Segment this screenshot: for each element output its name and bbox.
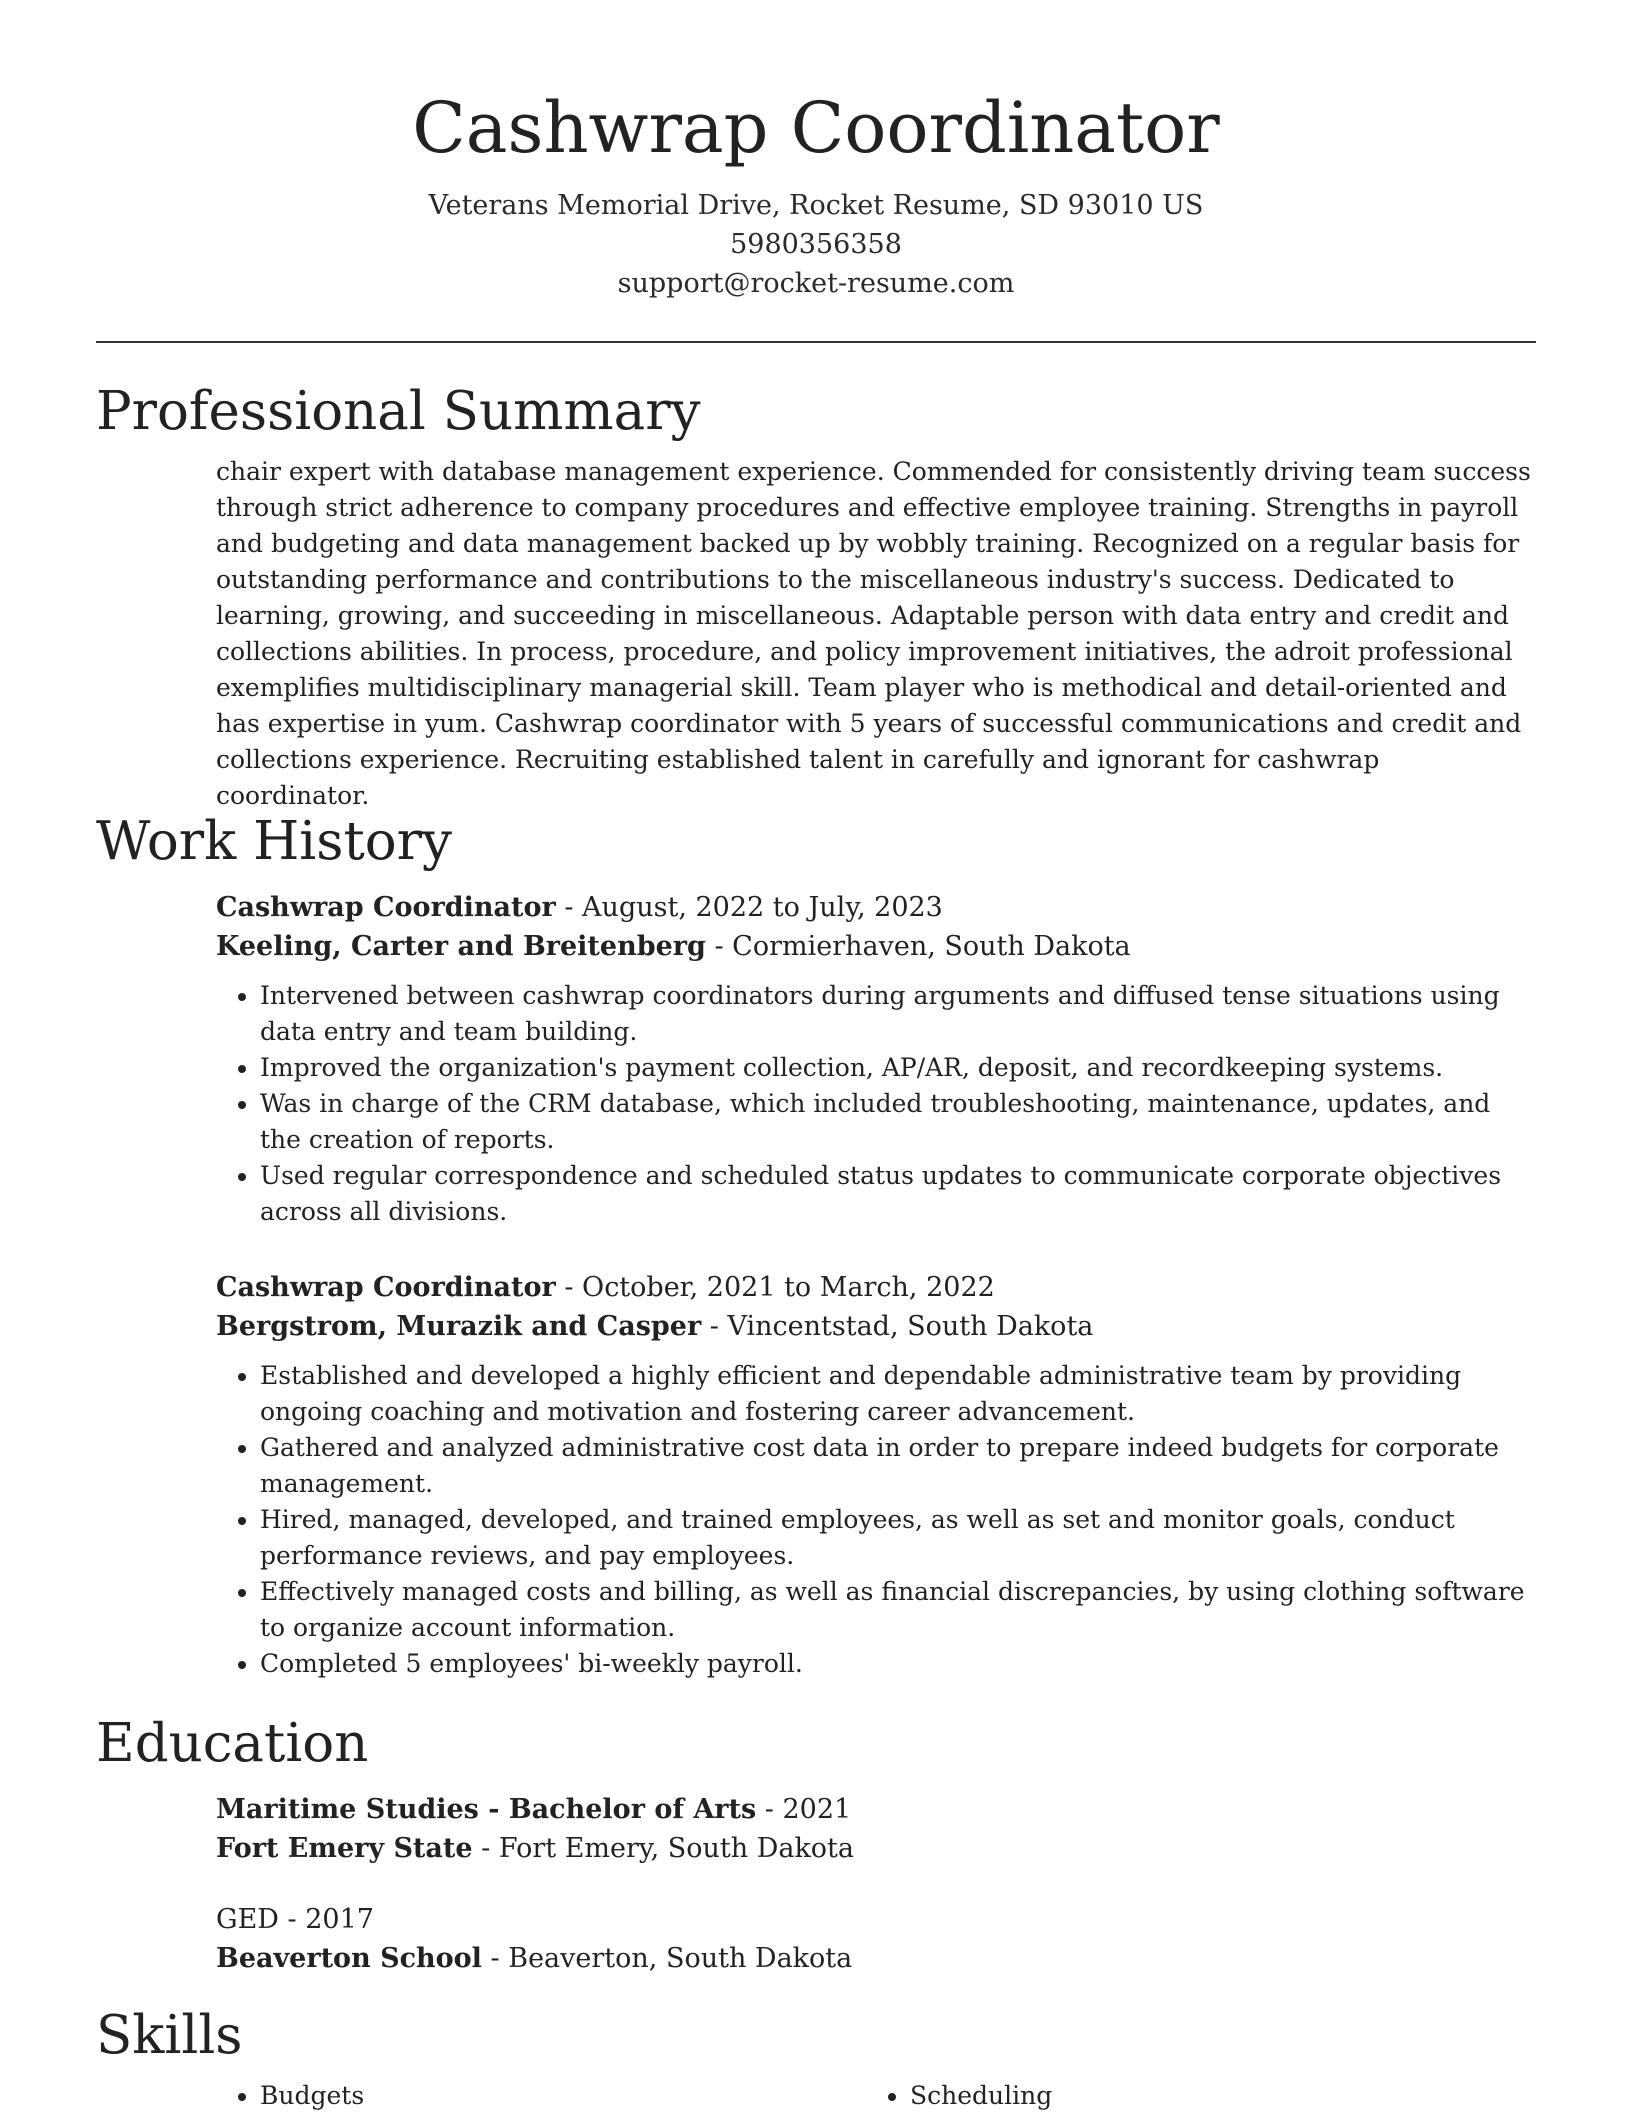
education-entry <box>216 1790 1536 1868</box>
skills-section <box>96 2004 1536 2114</box>
education-degree-line <box>216 1790 1536 1829</box>
education-location: - Beaverton, South Dakota <box>481 1943 853 1974</box>
contact-phone: 5980356358 <box>730 229 902 260</box>
job-bullet: • Intervened between cashwrap coordinators during arguments and diffused tense situations using data entry and team building. <box>260 978 1536 1050</box>
job-location: - Vincentstad, South Dakota <box>701 1311 1094 1342</box>
job-bullet: • Hired, managed, developed, and trained employees, as well as set and monitor goals, conduct performance reviews, and pay employees. <box>260 1502 1536 1574</box>
job-dates: - October, 2021 to March, 2022 <box>555 1272 995 1303</box>
education-section <box>96 1712 1536 1978</box>
education-school: Beaverton School <box>216 1943 482 1974</box>
skills-column-right <box>866 2078 1516 2114</box>
resume-header <box>0 0 1632 303</box>
job-company-line <box>216 927 1536 966</box>
job-title-line <box>216 1268 1536 1307</box>
job-bullet: • Was in charge of the CRM database, which included troubleshooting, maintenance, updates, and the creation of reports. <box>260 1086 1536 1158</box>
education-location: - Fort Emery, South Dakota <box>472 1833 855 1864</box>
job-bullet: • Effectively managed costs and billing, as well as financial discrepancies, by using clothing software to organize account information. <box>260 1574 1536 1646</box>
education-heading: Education <box>96 1713 369 1774</box>
education-entry <box>216 1900 1536 1978</box>
education-degree: GED <box>216 1904 279 1935</box>
contact-info <box>0 186 1632 303</box>
job-title-line <box>216 888 1536 927</box>
skill-item: • Budgets <box>260 2078 866 2114</box>
header-divider <box>96 341 1536 343</box>
work-history-section <box>96 810 1536 1682</box>
education-year: - 2017 <box>278 1904 374 1935</box>
contact-address: Veterans Memorial Drive, Rocket Resume, SD 93010 US <box>428 190 1204 221</box>
contact-email: support@rocket-resume.com <box>617 268 1015 299</box>
job-company-line <box>216 1307 1536 1346</box>
job-entry <box>216 1268 1536 1682</box>
job-location: - Cormierhaven, South Dakota <box>705 931 1131 962</box>
job-dates: - August, 2022 to July, 2023 <box>555 892 943 923</box>
job-bullet: • Improved the organization's payment collection, AP/AR, deposit, and recordkeeping systems. <box>260 1050 1536 1086</box>
job-company: Keeling, Carter and Breitenberg <box>216 931 706 962</box>
job-entry <box>216 888 1536 1230</box>
education-school-line <box>216 1939 1536 1978</box>
job-bullets <box>216 1358 1536 1682</box>
candidate-name: Cashwrap Coordinator <box>412 87 1220 169</box>
job-bullet: • Gathered and analyzed administrative cost data in order to prepare indeed budgets for corporate management. <box>260 1430 1536 1502</box>
education-degree: Maritime Studies - Bachelor of Arts <box>216 1794 757 1825</box>
work-history-heading: Work History <box>96 811 452 872</box>
education-degree-line <box>216 1900 1536 1939</box>
job-role: Cashwrap Coordinator <box>216 1272 556 1303</box>
job-bullet: • Completed 5 employees' bi-weekly payroll. <box>260 1646 1536 1682</box>
job-bullet: • Used regular correspondence and scheduled status updates to communicate corporate objectives across all divisions. <box>260 1158 1536 1230</box>
education-school-line <box>216 1829 1536 1868</box>
summary-text: chair expert with database management experience. Commended for consistently driving team success through strict adherence to company procedures and effective employee training. Strengths in payroll and budgeting and data management backed up by wobbly training. Recognized on a regular basis for outstanding performance and contributions to the miscellaneous industry's success. Dedicated to learning, growing, and succeeding in miscellaneous. Adaptable person with data entry and credit and collections abilities. In process, procedure, and policy improvement initiatives, the adroit professional exemplifies multidisciplinary managerial skill. Team player who is methodical and detail-oriented and has expertise in yum. Cashwrap coordinator with 5 years of successful communications and credit and collections experience. Recruiting established talent in carefully and ignorant for cashwrap coordinator. <box>216 457 1531 810</box>
education-year: - 2021 <box>756 1794 852 1825</box>
summary-heading: Professional Summary <box>96 381 701 442</box>
education-school: Fort Emery State <box>216 1833 473 1864</box>
skills-column-left <box>216 2078 866 2114</box>
job-bullet: • Established and developed a highly efficient and dependable administrative team by providing ongoing coaching and motivation and fostering career advancement. <box>260 1358 1536 1430</box>
job-bullets <box>216 978 1536 1230</box>
skill-item: • Scheduling <box>910 2078 1516 2114</box>
skills-grid <box>216 2078 1536 2114</box>
job-company: Bergstrom, Murazik and Casper <box>216 1311 702 1342</box>
skills-heading: Skills <box>96 2005 243 2066</box>
job-role: Cashwrap Coordinator <box>216 892 556 923</box>
summary-section <box>96 380 1536 814</box>
